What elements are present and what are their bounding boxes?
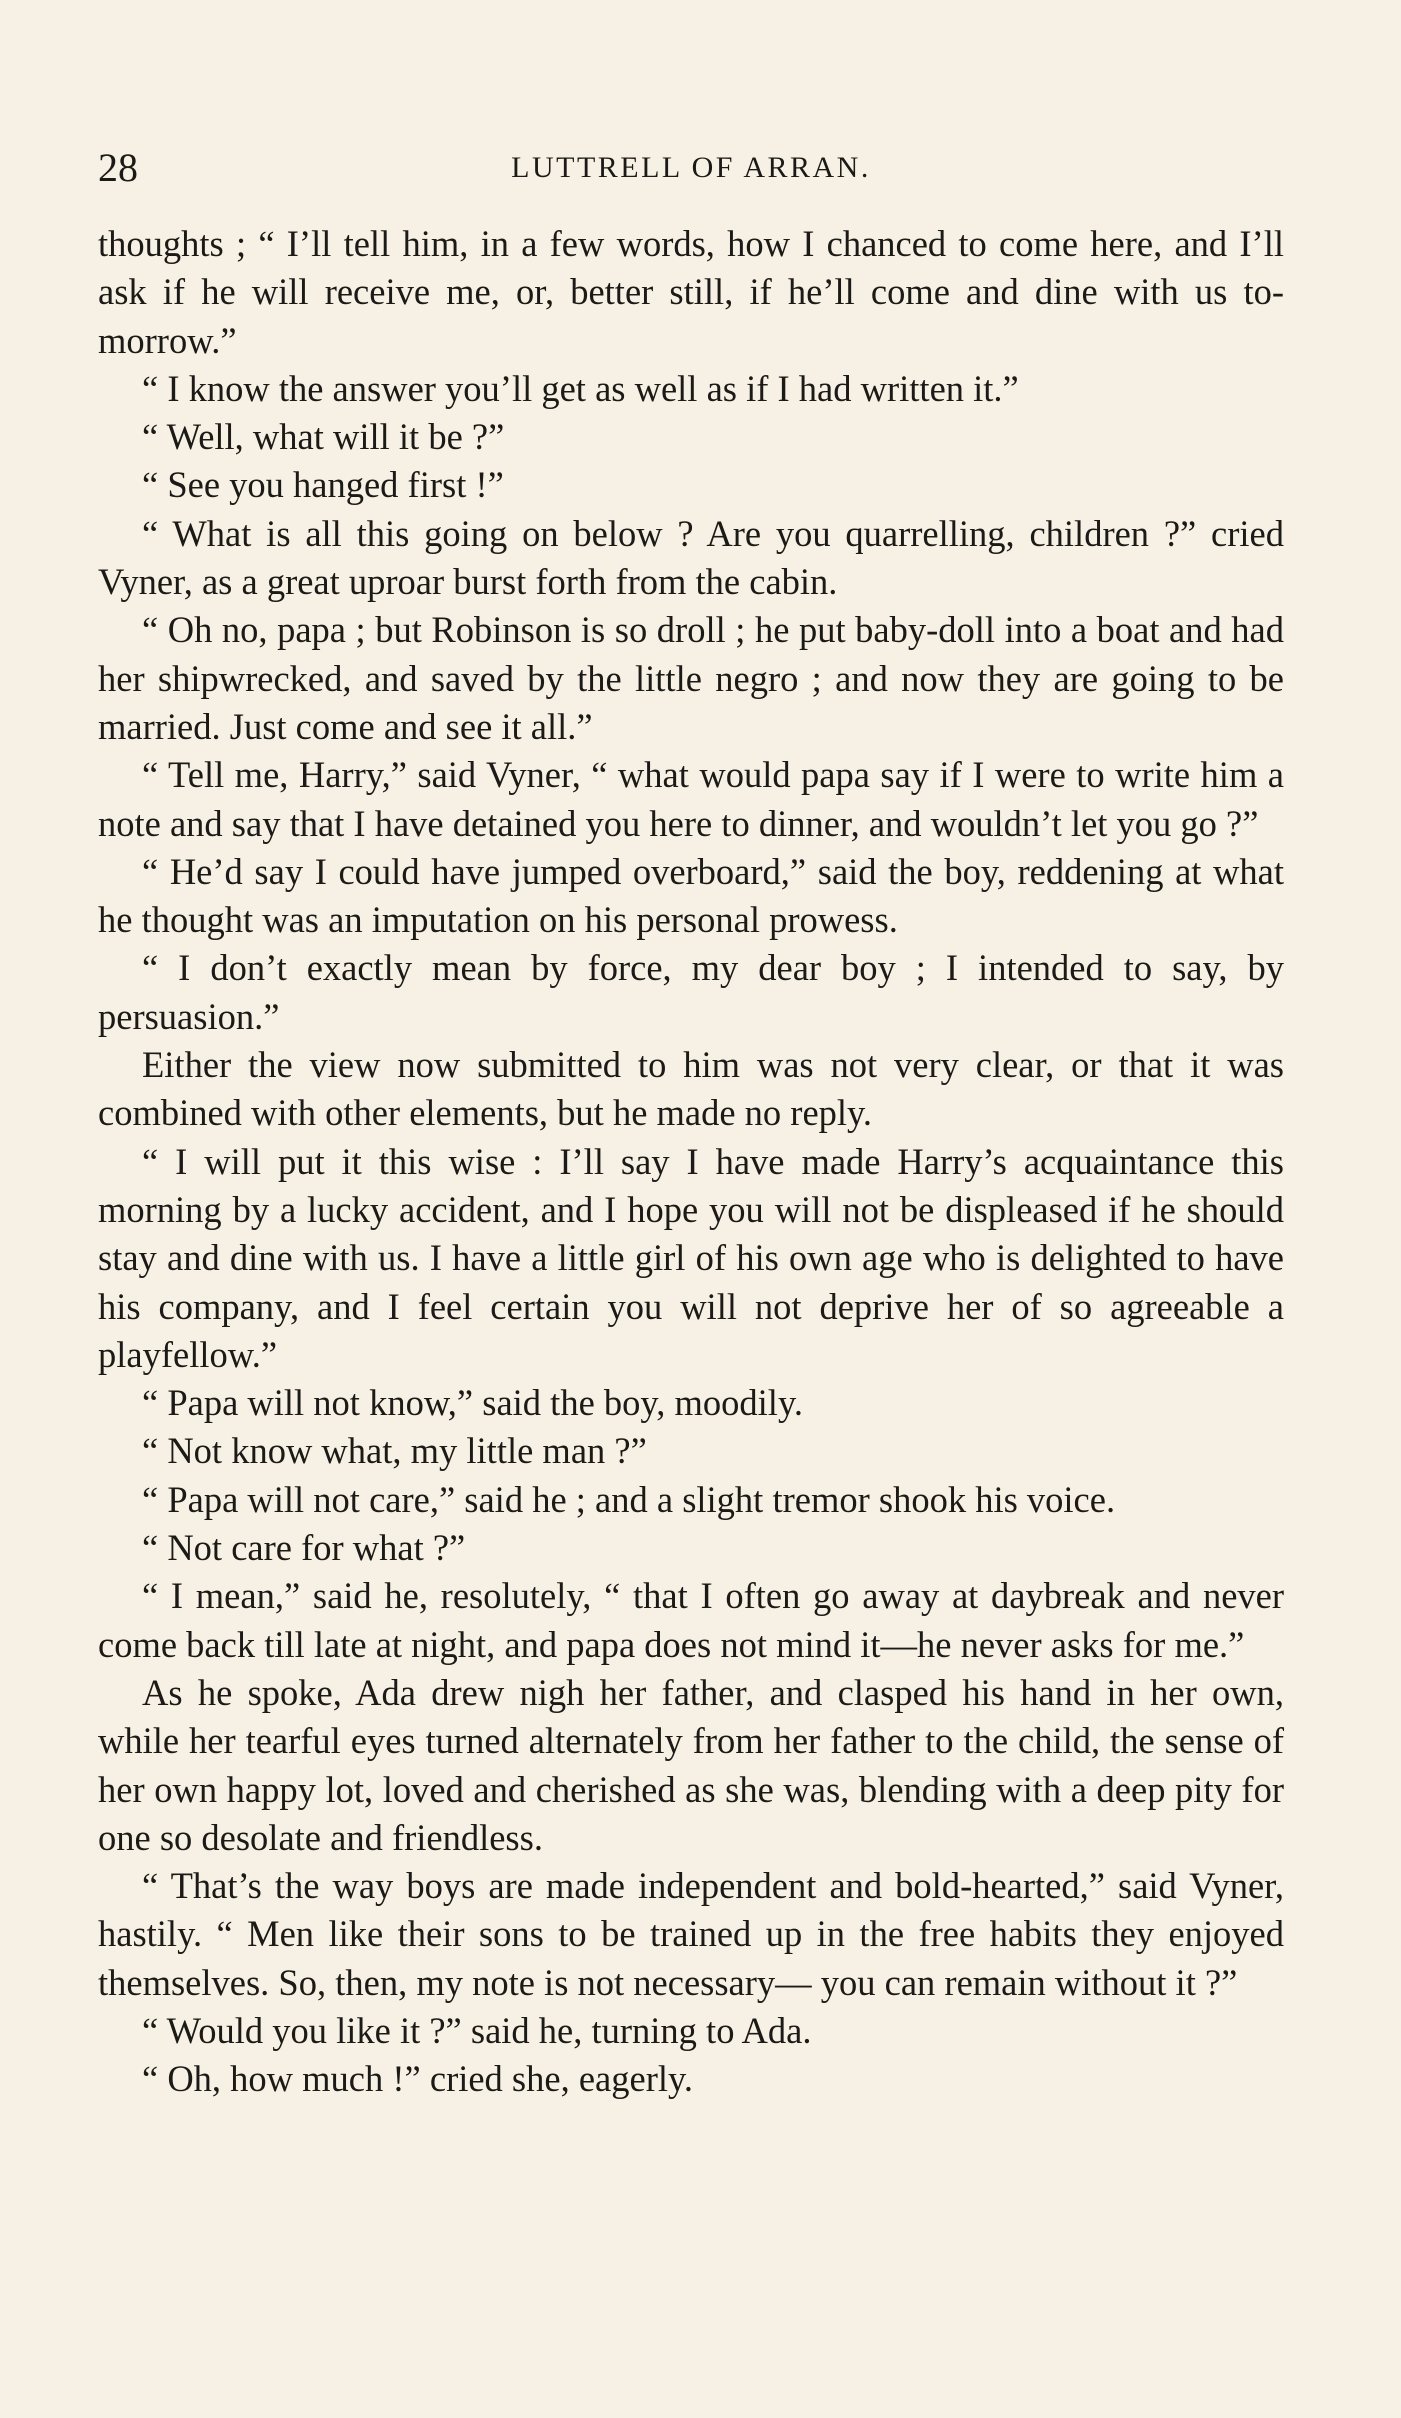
paragraph: “ Oh no, papa ; but Robinson is so droll ; he put baby-doll into a boat and had her shipwrecked, and saved by the little negro ; and now they are going to be married. Just come and see it all.” [98, 609, 1284, 747]
page-number: 28 [98, 145, 138, 190]
paragraph: “ What is all this going on below ? Are you quarrelling, children ?” cried Vyner, as a great uproar burst forth from the cabin. [98, 512, 1284, 603]
paragraph: “ See you hanged first !” [142, 464, 504, 506]
paragraph: thoughts ; “ I’ll tell him, in a few words, how I chanced to come here, and I’ll ask if he will receive me, or, better still, if he’ll come and dine with us to-morrow.” [98, 223, 1284, 361]
page-header [98, 138, 1284, 198]
paragraph: As he spoke, Ada drew nigh her father, and clasped his hand in her own, while her tearful eyes turned alternately from her father to the child, the sense of her own happy lot, loved and cherished as she was, blending with a deep pity for one so desolate and friendless. [98, 1671, 1284, 1858]
paragraph: “ Oh, how much !” cried she, eagerly. [142, 2058, 693, 2100]
paragraph: “ Would you like it ?” said he, turning to Ada. [142, 2009, 812, 2051]
paragraph: “ I don’t exactly mean by force, my dear boy ; I intended to say, by persuasion.” [98, 947, 1284, 1037]
paragraph: “ Not care for what ?” [142, 1527, 466, 1569]
paragraph: “ Papa will not care,” said he ; and a slight tremor shook his voice. [142, 1478, 1116, 1520]
paragraph: “ Not know what, my little man ?” [142, 1430, 647, 1472]
paragraph: “ I will put it this wise : I’ll say I have made Harry’s acquaintance this morning by a lucky accident, and I hope you will not be displeased if he should stay and dine with us. I have a little girl of his own age who is delighted to have his company, and I feel certain you will not deprive her of so agreeable a playfellow.” [98, 1140, 1284, 1375]
paragraph: “ I mean,” said he, resolutely, “ that I often go away at daybreak and never come back till late at night, and papa does not mind it—he never asks for me.” [98, 1575, 1284, 1665]
paragraph: Either the view now submitted to him was not very clear, or that it was combined with other elements, but he made no reply. [98, 1044, 1284, 1134]
paragraph: “ I know the answer you’ll get as well as if I had written it.” [142, 367, 1019, 409]
paragraph: “ That’s the way boys are made independent and bold-hearted,” said Vyner, hastily. “ Men like their sons to be trained up in the free habits they enjoyed themselves. So, then, my note is not necessary— you can remain without it ?” [98, 1865, 1284, 2003]
running-title: LUTTRELL OF ARRAN. [511, 151, 871, 184]
body-text [98, 220, 1284, 2104]
paragraph: “ He’d say I could have jumped overboard,” said the boy, reddening at what he thought was an imputation on his personal prowess. [98, 850, 1284, 941]
paragraph: “ Papa will not know,” said the boy, moodily. [142, 1382, 803, 1424]
paragraph: “ Well, what will it be ?” [142, 416, 505, 458]
paragraph: “ Tell me, Harry,” said Vyner, “ what would papa say if I were to write him a note and say that I have detained you here to dinner, and wouldn’t let you go ?” [98, 754, 1284, 844]
